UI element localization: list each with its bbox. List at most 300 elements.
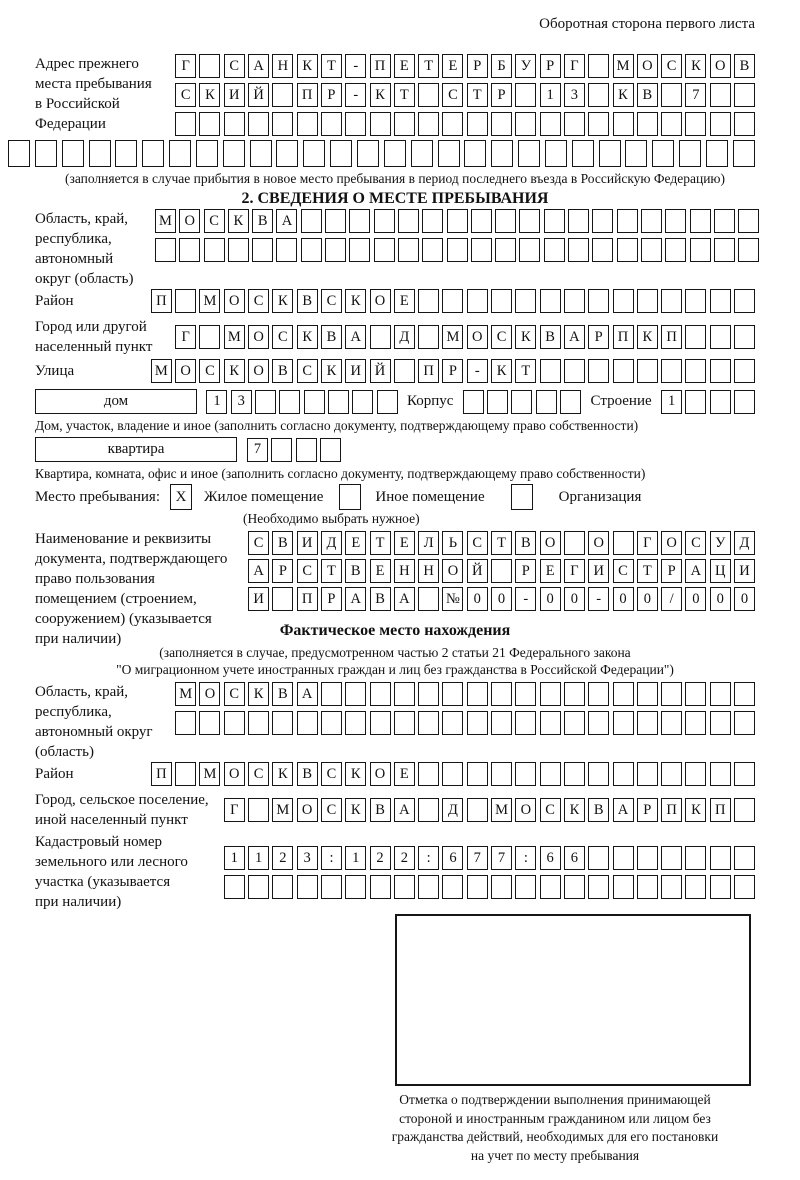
char-cell: 1 — [224, 846, 245, 870]
char-cell — [491, 140, 513, 167]
char-cell: 6 — [564, 846, 585, 870]
char-cell — [588, 711, 609, 735]
checkbox-inoe — [339, 484, 361, 510]
char-cell — [738, 238, 759, 262]
char-cell: К — [685, 54, 706, 78]
label-line: при наличии) — [35, 894, 122, 910]
char-cell: Р — [321, 83, 342, 107]
char-cell — [515, 711, 536, 735]
char-cell — [321, 711, 342, 735]
char-cell: К — [297, 54, 318, 78]
stamp-caption — [355, 1091, 755, 1165]
char-cell — [515, 83, 536, 107]
char-cell: А — [685, 559, 706, 583]
char-cell — [637, 711, 658, 735]
char-cell: О — [588, 531, 609, 555]
char-cell: - — [345, 83, 366, 107]
char-cell — [398, 238, 419, 262]
char-cell: Р — [321, 587, 342, 611]
char-cell — [519, 238, 540, 262]
char-cell — [279, 390, 300, 414]
char-cell: В — [370, 798, 391, 822]
char-cell — [710, 359, 731, 383]
char-cell — [734, 390, 755, 414]
char-cell — [345, 711, 366, 735]
char-cell: О — [248, 359, 269, 383]
label-line: республика, — [35, 231, 112, 247]
char-cell: Д — [442, 798, 463, 822]
char-cell — [734, 112, 755, 136]
char-cell: У — [515, 54, 536, 78]
char-cell — [155, 238, 176, 262]
char-cell: : — [515, 846, 536, 870]
char-cell — [613, 875, 634, 899]
char-cell: О — [370, 289, 391, 313]
char-cell — [418, 762, 439, 786]
kvartira-caption: Квартира, комната, офис и иное (заполнить согласно документу, подтверждающему право собственности) — [35, 466, 646, 481]
char-cell: 6 — [540, 846, 561, 870]
char-cell: А — [248, 54, 269, 78]
char-cell: 1 — [661, 390, 682, 414]
char-cell: 7 — [247, 438, 268, 462]
char-cell — [179, 238, 200, 262]
char-cell: О — [224, 762, 245, 786]
char-cell: Г — [564, 54, 585, 78]
char-cell — [685, 846, 706, 870]
char-cell: В — [272, 531, 293, 555]
char-cell: Е — [345, 531, 366, 555]
char-cell — [540, 359, 561, 383]
stroenie-cells — [661, 390, 755, 414]
char-cell — [564, 711, 585, 735]
rayon-field — [35, 289, 755, 313]
char-cell: А — [394, 798, 415, 822]
char-cell — [661, 359, 682, 383]
place-type-line — [35, 484, 755, 510]
char-cell — [545, 140, 567, 167]
char-cell — [370, 325, 391, 349]
char-cell: 3 — [231, 390, 252, 414]
char-cell: П — [297, 587, 318, 611]
label-line: Город, сельское поселение, — [35, 792, 209, 808]
char-cell — [296, 438, 317, 462]
char-cell — [248, 112, 269, 136]
char-cell — [540, 289, 561, 313]
char-cell — [613, 112, 634, 136]
char-cell: М — [613, 54, 634, 78]
char-cell — [519, 209, 540, 233]
char-cell: Д — [394, 325, 415, 349]
char-cell — [321, 875, 342, 899]
char-cell — [467, 112, 488, 136]
ulitsa-row — [151, 359, 755, 383]
char-cell — [349, 209, 370, 233]
char-cell — [471, 209, 492, 233]
char-cell: Е — [442, 54, 463, 78]
char-cell: И — [297, 531, 318, 555]
char-cell — [564, 762, 585, 786]
char-cell — [89, 140, 111, 167]
char-cell — [418, 798, 439, 822]
prev-address-caption: (заполняется в случае прибытия в новое место пребывания в период последнего въезда в Российскую Федерацию) — [64, 171, 726, 186]
char-cell — [377, 390, 398, 414]
char-cell — [710, 112, 731, 136]
char-cell: П — [710, 798, 731, 822]
char-cell: 7 — [467, 846, 488, 870]
char-cell — [685, 390, 706, 414]
char-cell — [588, 682, 609, 706]
char-cell: К — [228, 209, 249, 233]
char-cell — [690, 209, 711, 233]
factual-rayon-field — [35, 762, 755, 786]
char-cell: О — [467, 325, 488, 349]
char-cell: М — [199, 762, 220, 786]
char-cell — [199, 54, 220, 78]
char-cell: Т — [637, 559, 658, 583]
char-cell: Г — [224, 798, 245, 822]
char-cell: С — [540, 798, 561, 822]
char-cell — [637, 289, 658, 313]
char-cell: Т — [515, 359, 536, 383]
char-cell — [345, 112, 366, 136]
label-line: места пребывания — [35, 76, 152, 92]
kvartira-cells — [247, 438, 341, 462]
char-cell: П — [661, 325, 682, 349]
confirmation-stamp-box — [395, 914, 751, 1086]
dom-number-cells — [206, 390, 397, 414]
document-row-2 — [248, 559, 755, 583]
char-cell: 0 — [564, 587, 585, 611]
char-cell: Р — [272, 559, 293, 583]
char-cell: И — [734, 559, 755, 583]
prev-address-label — [35, 54, 175, 136]
char-cell: И — [588, 559, 609, 583]
char-cell — [301, 238, 322, 262]
char-cell: С — [613, 559, 634, 583]
char-cell: К — [297, 325, 318, 349]
char-cell — [706, 140, 728, 167]
kadastr-label — [35, 832, 205, 912]
char-cell — [325, 238, 346, 262]
char-cell: К — [637, 325, 658, 349]
char-cell — [588, 762, 609, 786]
char-cell — [661, 112, 682, 136]
char-cell: К — [345, 289, 366, 313]
char-cell — [272, 875, 293, 899]
char-cell — [710, 289, 731, 313]
char-cell — [536, 390, 557, 414]
char-cell — [271, 438, 292, 462]
char-cell — [394, 875, 415, 899]
char-cell — [370, 112, 391, 136]
char-cell — [418, 587, 439, 611]
label-line: Область, край, — [35, 211, 129, 227]
char-cell — [564, 112, 585, 136]
char-cell: С — [297, 559, 318, 583]
label-line: в Российской — [35, 96, 120, 112]
char-cell: 6 — [442, 846, 463, 870]
char-cell — [564, 531, 585, 555]
char-cell: К — [564, 798, 585, 822]
label-line: Кадастровый номер — [35, 834, 162, 850]
char-cell: П — [370, 54, 391, 78]
prev-address-row-1 — [175, 54, 755, 78]
char-cell: Т — [491, 531, 512, 555]
char-cell — [374, 209, 395, 233]
factual-gorod-label — [35, 790, 215, 830]
char-cell — [652, 140, 674, 167]
char-cell — [224, 875, 245, 899]
char-cell — [255, 390, 276, 414]
char-cell: О — [515, 798, 536, 822]
char-cell: У — [710, 531, 731, 555]
char-cell: : — [418, 846, 439, 870]
char-cell: К — [515, 325, 536, 349]
label-line: право пользования — [35, 571, 155, 587]
rayon-row — [151, 289, 755, 313]
char-cell: К — [370, 83, 391, 107]
option-organizatsiya-label: Организация — [558, 488, 642, 505]
char-cell — [515, 289, 536, 313]
char-cell — [685, 682, 706, 706]
char-cell — [196, 140, 218, 167]
char-cell — [142, 140, 164, 167]
char-cell — [345, 875, 366, 899]
char-cell: М — [155, 209, 176, 233]
char-cell: Е — [540, 559, 561, 583]
label-line: округ (область) — [35, 271, 134, 287]
char-cell — [276, 140, 298, 167]
char-cell: Ь — [442, 531, 463, 555]
option-inoe-label: Иное помещение — [375, 488, 485, 505]
char-cell: С — [248, 531, 269, 555]
char-cell — [169, 140, 191, 167]
char-cell — [685, 762, 706, 786]
char-cell — [665, 238, 686, 262]
char-cell — [447, 238, 468, 262]
char-cell: А — [297, 682, 318, 706]
char-cell — [418, 325, 439, 349]
oblast-row-1 — [155, 209, 759, 233]
char-cell: С — [297, 359, 318, 383]
char-cell: В — [637, 83, 658, 107]
page-side-note: Оборотная сторона первого листа — [539, 16, 755, 32]
char-cell — [515, 875, 536, 899]
char-cell: 0 — [491, 587, 512, 611]
char-cell: Й — [467, 559, 488, 583]
label-line: на учет по месту пребывания — [470, 1147, 640, 1163]
char-cell: 0 — [540, 587, 561, 611]
char-cell — [661, 846, 682, 870]
char-cell: О — [661, 531, 682, 555]
char-cell: Р — [540, 54, 561, 78]
char-cell — [349, 238, 370, 262]
char-cell: К — [199, 83, 220, 107]
gorod-label — [35, 317, 170, 357]
char-cell — [442, 711, 463, 735]
char-cell: 0 — [734, 587, 755, 611]
factual-caption — [35, 644, 755, 678]
char-cell — [487, 390, 508, 414]
label-line: "О миграционном учете иностранных граждан и лиц без гражданства в Российской Федерации") — [116, 662, 674, 677]
char-cell — [710, 762, 731, 786]
char-cell — [175, 711, 196, 735]
char-cell — [613, 682, 634, 706]
label-line: гражданства действий, необходимых для его постановки — [391, 1129, 719, 1144]
char-cell — [613, 846, 634, 870]
char-cell: - — [588, 587, 609, 611]
char-cell: К — [272, 762, 293, 786]
char-cell: П — [661, 798, 682, 822]
label-line: документа, подтверждающего — [35, 551, 228, 567]
char-cell: Г — [175, 54, 196, 78]
char-cell — [228, 238, 249, 262]
char-cell: № — [442, 587, 463, 611]
char-cell — [321, 112, 342, 136]
char-cell — [734, 798, 755, 822]
char-cell — [661, 762, 682, 786]
char-cell: В — [515, 531, 536, 555]
char-cell — [370, 711, 391, 735]
char-cell: В — [272, 359, 293, 383]
char-cell — [491, 762, 512, 786]
char-cell: С — [272, 325, 293, 349]
char-cell — [463, 390, 484, 414]
char-cell — [637, 762, 658, 786]
char-cell — [250, 140, 272, 167]
factual-rayon-row — [151, 762, 755, 786]
label-line: иной населенный пункт — [35, 812, 188, 828]
char-cell: Е — [394, 54, 415, 78]
document-label — [35, 529, 255, 649]
char-cell — [734, 359, 755, 383]
char-cell — [564, 682, 585, 706]
label-line: участка (указывается — [35, 874, 171, 890]
char-cell — [518, 140, 540, 167]
label-line: стороной и иностранным гражданином или лицом без — [399, 1110, 711, 1126]
char-cell: Е — [394, 762, 415, 786]
ulitsa-field — [35, 359, 755, 383]
char-cell — [617, 238, 638, 262]
char-cell: К — [248, 682, 269, 706]
char-cell — [661, 83, 682, 107]
char-cell — [418, 711, 439, 735]
char-cell — [418, 875, 439, 899]
label-line: Адрес прежнего — [35, 56, 139, 72]
char-cell — [62, 140, 84, 167]
char-cell: А — [345, 325, 366, 349]
char-cell — [637, 359, 658, 383]
char-cell — [637, 875, 658, 899]
char-cell: Й — [248, 83, 269, 107]
label-line: Город или другой — [35, 319, 147, 335]
ulitsa-label: Улица — [35, 363, 75, 379]
char-cell: 1 — [540, 83, 561, 107]
char-cell: Ц — [710, 559, 731, 583]
char-cell — [418, 289, 439, 313]
char-cell — [175, 762, 196, 786]
char-cell: В — [734, 54, 755, 78]
char-cell: 1 — [248, 846, 269, 870]
prev-address-row-3 — [175, 112, 755, 136]
label-line: республика, — [35, 704, 112, 720]
char-cell: 7 — [491, 846, 512, 870]
char-cell — [617, 209, 638, 233]
document-row-1 — [248, 531, 755, 555]
char-cell: : — [321, 846, 342, 870]
label-line: помещением (строением, — [35, 591, 197, 607]
char-cell — [544, 238, 565, 262]
char-cell — [637, 682, 658, 706]
char-cell — [641, 238, 662, 262]
char-cell: С — [248, 762, 269, 786]
char-cell — [345, 682, 366, 706]
char-cell: С — [685, 531, 706, 555]
char-cell — [467, 682, 488, 706]
char-cell: 3 — [297, 846, 318, 870]
char-cell — [357, 140, 379, 167]
char-cell: В — [297, 762, 318, 786]
char-cell: С — [491, 325, 512, 349]
char-cell: Т — [321, 54, 342, 78]
char-cell — [734, 83, 755, 107]
char-cell: К — [613, 83, 634, 107]
char-cell — [204, 238, 225, 262]
char-cell — [625, 140, 647, 167]
char-cell: Й — [370, 359, 391, 383]
char-cell: С — [204, 209, 225, 233]
char-cell — [175, 112, 196, 136]
char-cell: К — [491, 359, 512, 383]
label-line: (область) — [35, 744, 94, 760]
factual-oblast-row-1 — [175, 682, 755, 706]
char-cell: Д — [734, 531, 755, 555]
char-cell — [467, 798, 488, 822]
char-cell: М — [272, 798, 293, 822]
char-cell — [374, 238, 395, 262]
char-cell — [734, 325, 755, 349]
char-cell: А — [248, 559, 269, 583]
char-cell — [588, 112, 609, 136]
char-cell: С — [199, 359, 220, 383]
factual-rayon-label: Район — [35, 766, 74, 782]
char-cell — [422, 209, 443, 233]
char-cell: Р — [637, 798, 658, 822]
char-cell — [491, 682, 512, 706]
char-cell — [418, 83, 439, 107]
checkbox-organizatsiya — [511, 484, 533, 510]
char-cell — [491, 711, 512, 735]
gorod-field — [35, 317, 755, 357]
char-cell: Е — [394, 531, 415, 555]
char-cell — [491, 875, 512, 899]
char-cell: - — [345, 54, 366, 78]
char-cell — [685, 325, 706, 349]
char-cell: 1 — [206, 390, 227, 414]
dom-widebox: дом — [35, 389, 197, 414]
char-cell: - — [467, 359, 488, 383]
char-cell: Б — [491, 54, 512, 78]
kadastr-field — [35, 832, 755, 912]
char-cell — [568, 209, 589, 233]
char-cell — [297, 875, 318, 899]
char-cell: С — [321, 289, 342, 313]
char-cell: М — [199, 289, 220, 313]
char-cell: К — [685, 798, 706, 822]
char-cell — [588, 875, 609, 899]
char-cell: О — [442, 559, 463, 583]
label-line: земельного или лесного — [35, 854, 188, 870]
